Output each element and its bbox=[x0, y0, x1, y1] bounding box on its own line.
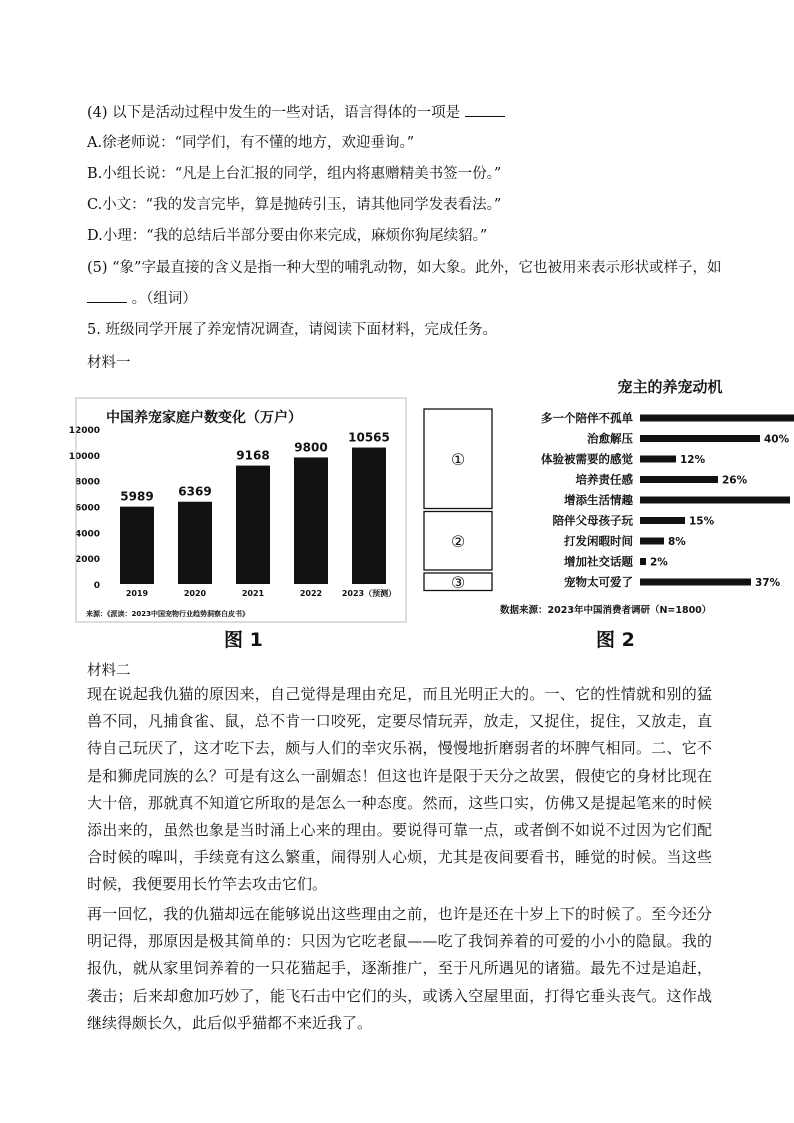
chart1-ytick-label: 12000 bbox=[68, 426, 100, 436]
material-2-paragraph-2: 再一回忆，我的仇猫却远在能够说出这些理由之前，也许是还在十岁上下的时候了。至今还分明记得，那原因是极其简单的：只因为它吃老鼠——吃了我饲养着的可爱的小小的隐鼠。我的报仇，就从家里饲养着的一只花猫起手，逐渐推广，至于凡所遇见的诸猫。最先不过是追赶，袭击；后来却愈加巧妙了，能飞石击中它们的头，或诱入空屋里面，打得它垂头丧气。这作战继续得颇长久，此后似乎猫都不来近我了。 bbox=[87, 905, 712, 1032]
q4-option-c: C.小文：“我的发言完毕，算是抛砖引玉，请其他同学发表看法。” bbox=[87, 197, 502, 213]
chart1-category-label: 2020 bbox=[183, 589, 207, 598]
chart1-bar bbox=[178, 502, 212, 584]
material-2-paragraph-1: 现在说起我仇猫的原因来，自己觉得是理由充足，而且光明正大的。一、它的性情就和别的猛兽不同，凡捕食雀、鼠，总不肯一口咬死，定要尽情玩弄，放走，又捉住，捉住，又放走，直待自己玩厌了，这才吃下去，颇与人们的幸灾乐祸，慢慢地折磨弱者的坏脾气相同。二、它不是和狮虎同族的么？可是有这么一副媚态！但这也许是限于天分之故罢，假使它的身材比现在大十倍，那就真不知道它所取的是怎么一种态度。然而，这些口实，仿佛又是提起笔来的时候添出来的，虽然也象是当时涌上心来的理由。要说得可靠一点，或者倒不如说不过因为它们配合时候的嗥叫，手续竟有这么繁重，闹得别人心烦，尤其是夜间要看书，睡觉的时候。当这些时候，我便要用长竹竿去攻击它们。 bbox=[87, 685, 712, 894]
chart1-data-label: 10565 bbox=[348, 430, 390, 445]
chart1-bar bbox=[236, 466, 270, 584]
chart1-bar bbox=[294, 457, 328, 584]
figure-2-label: 图 2 bbox=[596, 629, 635, 651]
material-2-label: 材料二 bbox=[87, 663, 131, 679]
chart2-category-label: 治愈解压 bbox=[587, 431, 633, 446]
household-bar-chart bbox=[68, 398, 406, 630]
chart2-bar bbox=[640, 415, 794, 422]
motivation-bar-chart bbox=[418, 372, 794, 620]
chart2-category-label: 陪伴父母孩子玩 bbox=[552, 513, 633, 528]
chart1-category-label: 2022 bbox=[299, 589, 323, 598]
chart2-data-label: 8% bbox=[668, 536, 686, 548]
chart1-title: 中国养宠家庭户数变化（万户） bbox=[106, 410, 302, 426]
chart1-ytick-label: 10000 bbox=[68, 451, 100, 462]
chart1-ytick-label: 8000 bbox=[74, 477, 100, 488]
chart2-data-label: 12% bbox=[680, 454, 706, 466]
chart2-data-label: 15% bbox=[689, 515, 715, 528]
chart2-bar bbox=[640, 435, 760, 442]
chart2-bar bbox=[640, 538, 664, 545]
q5-answer-blank[interactable] bbox=[87, 290, 127, 303]
q4-answer-blank[interactable] bbox=[465, 104, 505, 117]
chart1-data-label: 5989 bbox=[120, 489, 154, 504]
q4-stem-line bbox=[87, 103, 505, 123]
chart2-category-label: 多一个陪伴不孤单 bbox=[541, 411, 633, 425]
chart2-data-label: 2% bbox=[650, 556, 668, 569]
q5-answer-line bbox=[87, 289, 197, 309]
chart2-bar bbox=[640, 497, 790, 504]
chart1-ytick-label: 6000 bbox=[74, 503, 100, 514]
chart2-category-label: 增添生活情趣 bbox=[564, 493, 633, 507]
q5-stem: (5) “象”字最直接的含义是指一种大型的哺乳动物，如大象。此外，它也被用来表示形状或样子，如 bbox=[87, 260, 722, 276]
chart1-ytick-label: 2000 bbox=[74, 555, 100, 566]
chart1-category-label: 2019 bbox=[125, 589, 149, 598]
chart1-category-label: 2023（预测） bbox=[341, 589, 397, 598]
chart2-category-label: 增加社交话题 bbox=[564, 554, 633, 569]
chart2-bar bbox=[640, 517, 685, 524]
chart2-bar bbox=[640, 558, 646, 565]
chart2-data-label: 37% bbox=[755, 577, 781, 589]
chart1-ytick-label: 0 bbox=[93, 581, 100, 591]
chart2-title: 宠主的养宠动机 bbox=[617, 378, 723, 396]
chart2-data-label: 26% bbox=[722, 474, 748, 487]
task-5-intro: 5. 班级同学开展了养宠情况调查，请阅读下面材料，完成任务。 bbox=[87, 322, 497, 338]
figure-1-label: 图 1 bbox=[224, 629, 263, 651]
chart2-category-label: 打发闲暇时间 bbox=[564, 534, 633, 548]
chart1-ytick-label: 4000 bbox=[74, 529, 100, 540]
chart1-bar bbox=[120, 507, 154, 584]
chart1-data-label: 9800 bbox=[294, 440, 328, 455]
chart2-group-label: ② bbox=[450, 531, 466, 551]
material-1-label: 材料一 bbox=[87, 355, 131, 371]
chart2-category-label: 宠物太可爱了 bbox=[564, 575, 633, 589]
q4-option-d: D.小理：“我的总结后半部分要由你来完成，麻烦你狗尾续貂。” bbox=[87, 228, 488, 244]
chart2-data-label: 40% bbox=[764, 433, 790, 446]
q5-suffix: 。（组词） bbox=[131, 291, 197, 307]
chart2-bar bbox=[640, 579, 751, 586]
q4-option-b: B.小组长说：“凡是上台汇报的同学，组内将惠赠精美书签一份。” bbox=[87, 166, 502, 182]
q4-stem: (4) 以下是活动过程中发生的一些对话，语言得体的一项是 bbox=[87, 105, 461, 121]
chart2-category-label: 培养责任感 bbox=[575, 472, 633, 487]
chart2-bar bbox=[640, 476, 718, 483]
q4-option-a: A.徐老师说：“同学们，有不懂的地方，欢迎垂询。” bbox=[87, 135, 415, 151]
chart2-category-label: 体验被需要的感觉 bbox=[541, 452, 633, 466]
chart2-bar bbox=[640, 456, 676, 463]
chart2-source: 数据来源：2023年中国消费者调研（N=1800） bbox=[500, 605, 712, 616]
chart1-data-label: 6369 bbox=[178, 484, 212, 499]
chart1-source: 来源：《派读：2023中国宠物行业趋势洞察白皮书》 bbox=[86, 610, 249, 618]
chart2-group-label: ① bbox=[450, 449, 466, 469]
chart1-data-label: 9168 bbox=[236, 448, 270, 463]
chart1-category-label: 2021 bbox=[241, 589, 265, 598]
chart2-group-label: ③ bbox=[450, 572, 466, 592]
chart1-bar bbox=[352, 448, 386, 584]
